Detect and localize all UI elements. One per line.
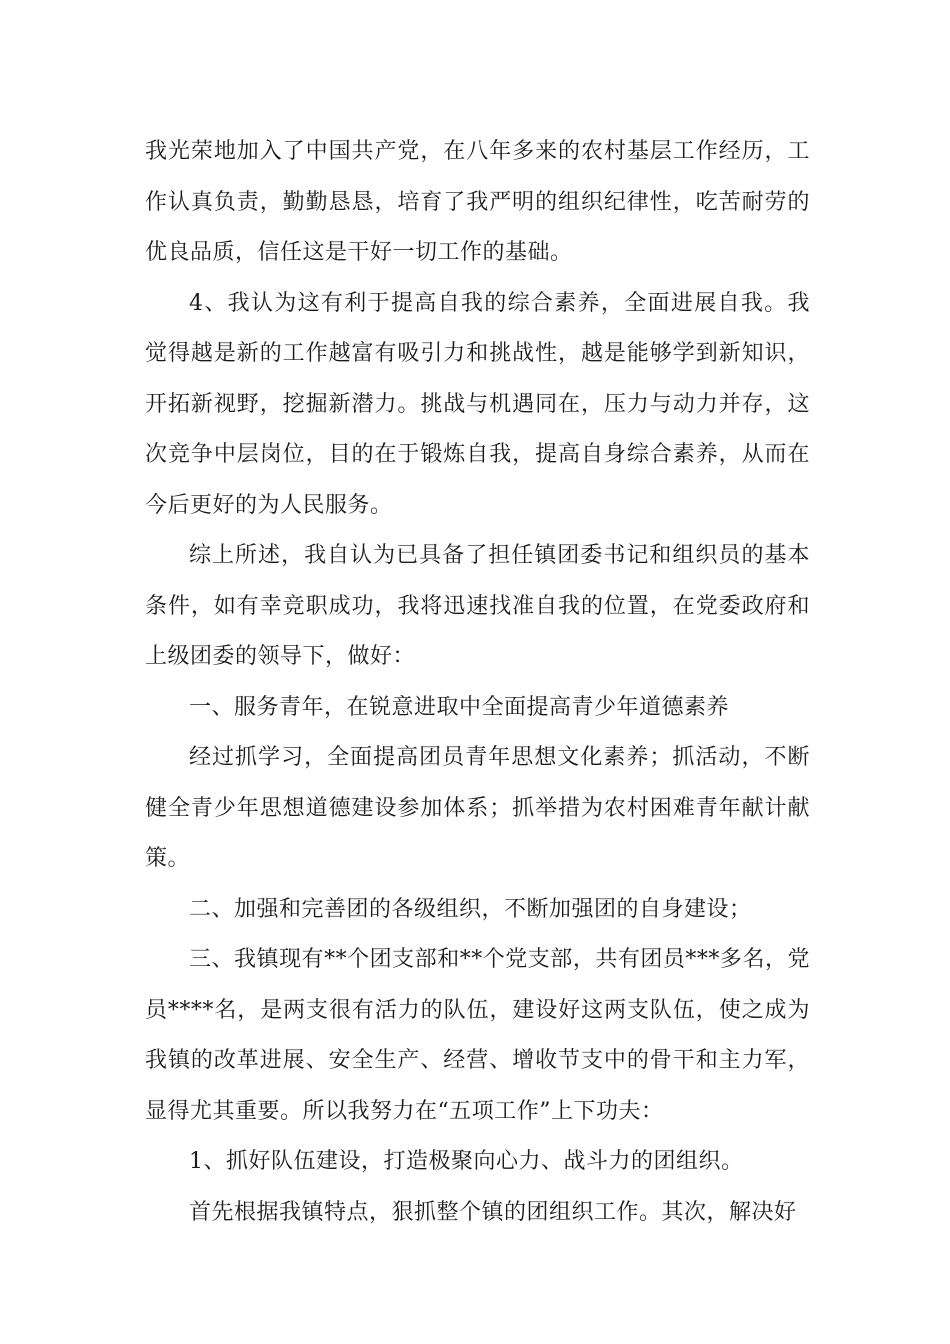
document-body [145, 127, 810, 1238]
paragraph: 1、抓好队伍建设，打造极聚向心力、战斗力的团组织。 [189, 1149, 744, 1174]
paragraph: 三、我镇现有**个团支部和**个党支部，共有团员***多名，党员****名，是两支很有活力的队伍，建设好这两支队伍，使之成为我镇的改革进展、安全生产、经营、增收节支中的骨干和主力军，显得尤其重要。所以我努力在“五项工作”上下功夫： [145, 947, 810, 1124]
paragraph: 我光荣地加入了中国共产党，在八年多来的农村基层工作经历，工作认真负责，勤勤恳恳，培育了我严明的组织纪律性，吃苦耐劳的优良品质，信任这是干好一切工作的基础。 [145, 139, 810, 265]
paragraph: 首先根据我镇特点，狠抓整个镇的团组织工作。其次，解决好 [189, 1199, 797, 1225]
paragraph: 综上所述，我自认为已具备了担任镇团委书记和组织员的基本条件，如有幸竞职成功，我将迅速找准自我的位置，在党委政府和上级团委的领导下，做好： [145, 543, 810, 669]
paragraph: 二、加强和完善团的各级组织，不断加强团的自身建设； [189, 896, 752, 922]
paragraph: 4、我认为这有利于提高自我的综合素养，全面进展自我。我觉得越是新的工作越富有吸引力和挑战性，越是能够学到新知识，开拓新视野，挖掘新潜力。挑战与机遇同在，压力与动力并存，这次竞争中层岗位，目的在于锻炼自我，提高自身综合素养，从而在今后更好的为人民服务。 [145, 290, 810, 518]
paragraph: 一、服务青年，在锐意进取中全面提高青少年道德素养 [189, 694, 730, 720]
paragraph: 经过抓学习，全面提高团员青年思想文化素养；抓活动，不断健全青少年思想道德建设参加体系；抓举措为农村困难青年献计献策。 [145, 745, 810, 871]
